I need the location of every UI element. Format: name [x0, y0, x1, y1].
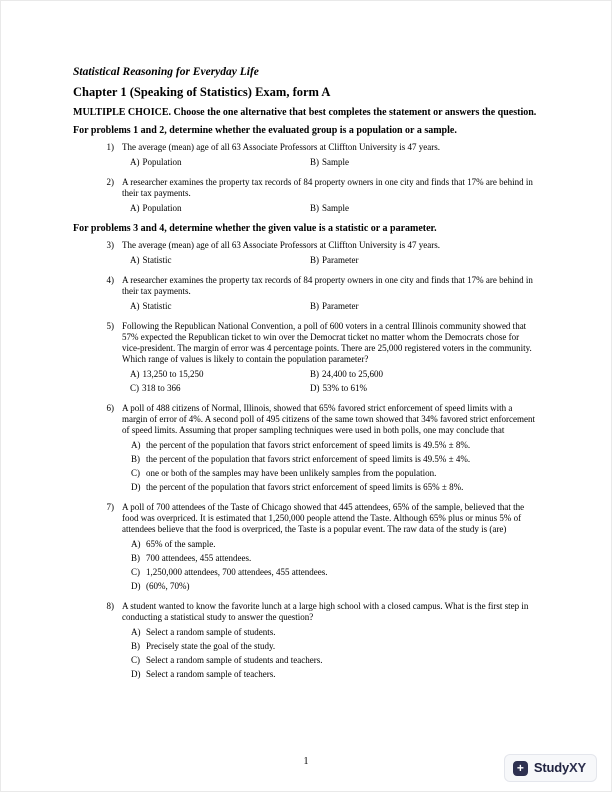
question-2: [73, 177, 539, 214]
question-number: 4): [106, 275, 114, 285]
choice-b: [310, 255, 539, 266]
choice-text: Parameter: [322, 255, 359, 265]
choice-c: [131, 567, 539, 578]
plus-icon: +: [513, 761, 528, 776]
choice-text: 318 to 366: [142, 383, 181, 393]
choice-label: A): [130, 255, 140, 265]
choice-a: [131, 627, 539, 638]
choice-text: Precisely state the goal of the study.: [146, 641, 276, 651]
choice-b: [131, 454, 539, 465]
choice-b: [310, 301, 539, 312]
choice-label: B): [310, 301, 319, 311]
choices: [130, 255, 539, 266]
question-number: 1): [106, 142, 114, 152]
choice-label: B): [131, 641, 140, 651]
choice-a: [131, 539, 539, 550]
choice-label: C): [131, 468, 140, 478]
question-text: Following the Republican National Convention, a poll of 600 voters in a central Illinois community showed that 57% expected the Republican ticket to win over the Democrat ticket no matter whom the Democrats chose for vice-president. The margin of error was 4 percentage points. There are 25,000 registered voters in the community. Which range of values is likely to contain the population parameter?: [122, 321, 532, 364]
choices: [122, 440, 539, 493]
choices: [130, 157, 539, 168]
choice-text: 1,250,000 attendees, 700 attendees, 455 attendees.: [146, 567, 328, 577]
logo-text-xy: XY: [569, 760, 586, 775]
choice-label: D): [310, 383, 320, 393]
logo-text: [534, 759, 586, 777]
choice-a: [130, 301, 310, 312]
choice-label: A): [130, 369, 140, 379]
question-text: A student wanted to know the favorite lunch at a large high school with a closed campus. What is the first step in conducting a statistical study to answer the question?: [122, 601, 529, 622]
choices: [122, 539, 539, 592]
choices: [130, 369, 539, 394]
choice-label: D): [131, 482, 141, 492]
choice-b: [310, 157, 539, 168]
choice-label: C): [130, 383, 139, 393]
choice-label: D): [131, 669, 141, 679]
question-1: [73, 142, 539, 168]
choice-c: [131, 468, 539, 479]
studyxy-logo: [504, 754, 597, 782]
question-text: The average (mean) age of all 63 Associate Professors at Cliffton University is 47 years.: [122, 142, 440, 152]
choice-d: [131, 669, 539, 680]
choice-a: [131, 440, 539, 451]
choice-text: Sample: [322, 157, 349, 167]
question-text: A researcher examines the property tax records of 84 property owners in one city and finds that 17% are behind in their tax payments.: [122, 177, 533, 198]
choice-label: C): [131, 567, 140, 577]
choice-d: [131, 581, 539, 592]
choice-text: Parameter: [322, 301, 359, 311]
choice-text: Select a random sample of teachers.: [146, 669, 276, 679]
choice-label: D): [131, 581, 141, 591]
question-4: [73, 275, 539, 312]
choice-label: B): [310, 157, 319, 167]
choice-text: 65% of the sample.: [146, 539, 216, 549]
book-title: Statistical Reasoning for Everyday Life: [73, 66, 259, 78]
choice-label: A): [131, 539, 141, 549]
page-number: 1: [303, 756, 309, 767]
choice-label: B): [310, 369, 319, 379]
question-6: [73, 403, 539, 493]
choice-label: A): [130, 203, 140, 213]
choice-b: [310, 369, 539, 380]
choices: [130, 301, 539, 312]
exam-title: Chapter 1 (Speaking of Statistics) Exam, form A: [73, 85, 331, 99]
question-text: A researcher examines the property tax records of 84 property owners in one city and finds that 17% are behind in their tax payments.: [122, 275, 533, 296]
choice-b: [310, 203, 539, 214]
choice-text: Select a random sample of students.: [146, 627, 276, 637]
choice-label: B): [131, 454, 140, 464]
question-number: 6): [106, 403, 114, 413]
choice-a: [130, 369, 310, 380]
question-text: The average (mean) age of all 63 Associate Professors at Cliffton University is 47 years.: [122, 240, 440, 250]
choice-text: Statistic: [142, 301, 172, 311]
choice-label: A): [131, 627, 141, 637]
choice-text: Population: [142, 157, 182, 167]
choice-text: the percent of the population that favors strict enforcement of speed limits is 49.5% ± 4%.: [146, 454, 471, 464]
choice-text: Statistic: [142, 255, 172, 265]
choice-a: [130, 203, 310, 214]
choices: [130, 203, 539, 214]
question-number: 5): [106, 321, 114, 331]
question-3: [73, 240, 539, 266]
section-heading-2: For problems 3 and 4, determine whether the given value is a statistic or a parameter.: [73, 223, 437, 234]
question-7: [73, 502, 539, 592]
choices: [122, 627, 539, 680]
choice-text: Select a random sample of students and teachers.: [146, 655, 323, 665]
question-5: [73, 321, 539, 394]
choice-d: [131, 482, 539, 493]
question-number: 2): [106, 177, 114, 187]
choice-label: B): [310, 203, 319, 213]
choice-a: [130, 255, 310, 266]
question-number: 8): [106, 601, 114, 611]
choice-text: one or both of the samples may have been unlikely samples from the population.: [146, 468, 437, 478]
question-8: [73, 601, 539, 680]
choice-label: C): [131, 655, 140, 665]
choice-label: B): [310, 255, 319, 265]
question-text: A poll of 488 citizens of Normal, Illinois, showed that 65% favored strict enforcement of speed limits with a margin of error of 4%. A second poll of 495 citizens of the same town showed that 34% favored strict enforcement of speed limits. Assuming that proper sampling techniques were used in both polls, one may conclude that: [122, 403, 535, 435]
logo-text-study: Study: [533, 760, 570, 775]
choice-text: 24,400 to 25,600: [322, 369, 384, 379]
choice-c: [130, 383, 310, 394]
instructions: MULTIPLE CHOICE. Choose the one alternative that best completes the statement or answers the question.: [73, 107, 537, 118]
choice-text: 53% to 61%: [322, 383, 367, 393]
choice-text: the percent of the population that favors strict enforcement of speed limits is 65% ± 8%.: [146, 482, 464, 492]
choice-a: [130, 157, 310, 168]
choice-label: A): [130, 301, 140, 311]
choice-text: the percent of the population that favors strict enforcement of speed limits is 49.5% ± 8%.: [146, 440, 471, 450]
choice-text: (60%, 70%): [146, 581, 190, 591]
choice-text: Population: [142, 203, 182, 213]
choice-text: 700 attendees, 455 attendees.: [146, 553, 252, 563]
choice-c: [131, 655, 539, 666]
choice-label: B): [131, 553, 140, 563]
choice-b: [131, 641, 539, 652]
question-number: 3): [106, 240, 114, 250]
choice-label: A): [130, 157, 140, 167]
choice-label: A): [131, 440, 141, 450]
choice-d: [310, 383, 539, 394]
question-text: A poll of 700 attendees of the Taste of Chicago showed that 445 attendees, 65% of the sample, believed that the food was overpriced. It is estimated that 1,250,000 people attend the Taste. Although 65% plus or minus 5% of attendees believe that the food is overpriced, the Taste is a popular event. The raw data of the study is (are): [122, 502, 525, 534]
choice-text: Sample: [322, 203, 349, 213]
section-heading-1: For problems 1 and 2, determine whether the evaluated group is a population or a sample.: [73, 125, 457, 136]
question-number: 7): [106, 502, 114, 512]
choice-text: 13,250 to 15,250: [142, 369, 204, 379]
choice-b: [131, 553, 539, 564]
